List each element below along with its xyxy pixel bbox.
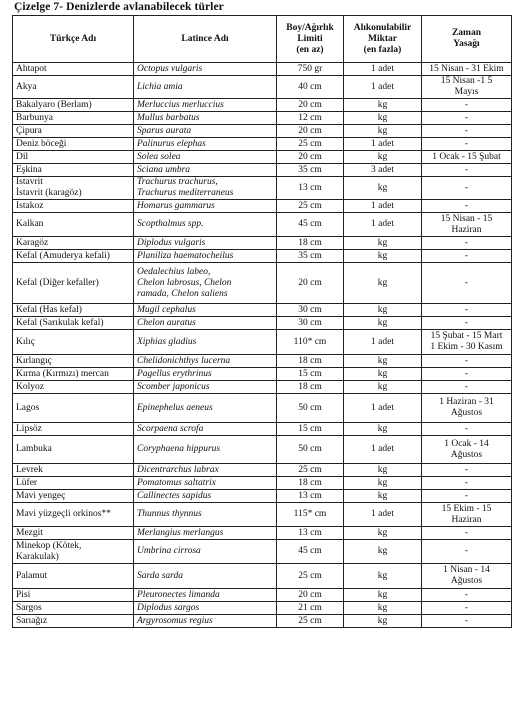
- size-limit-cell: 25 cm: [277, 464, 344, 477]
- size-limit-cell: 750 gr: [277, 63, 344, 76]
- latin-name-cell: Scomber japonicus: [134, 381, 277, 394]
- time-ban-cell: -: [422, 368, 512, 381]
- catch-limit-cell: kg: [344, 237, 422, 250]
- catch-limit-cell: 1 adet: [344, 63, 422, 76]
- table-row: [13, 177, 512, 200]
- table-row: [13, 76, 512, 99]
- latin-name-cell: Sciana umbra: [134, 164, 277, 177]
- catch-limit-cell: kg: [344, 250, 422, 263]
- table-row: [13, 436, 512, 464]
- latin-name-cell: Solea solea: [134, 151, 277, 164]
- time-ban-cell: 15 Ekim - 15 Haziran: [422, 503, 512, 527]
- species-table: [12, 15, 512, 628]
- latin-name-cell: Callinectes sapidus: [134, 490, 277, 503]
- turkish-name-cell: İstavrit İstavrit (karagöz): [13, 177, 134, 200]
- catch-limit-cell: 3 adet: [344, 164, 422, 177]
- size-limit-cell: 18 cm: [277, 381, 344, 394]
- size-limit-cell: 18 cm: [277, 237, 344, 250]
- turkish-name-cell: Lagos: [13, 394, 134, 423]
- table-row: [13, 237, 512, 250]
- header-catch-limit: Alıkonulabilir Miktar (en fazla): [344, 16, 422, 63]
- latin-name-cell: Mullus barbatus: [134, 112, 277, 125]
- size-limit-cell: 50 cm: [277, 394, 344, 423]
- latin-name-cell: Pleuronectes limanda: [134, 589, 277, 602]
- time-ban-cell: 1 Nisan - 14 Ağustos: [422, 564, 512, 589]
- turkish-name-cell: Mavi yengeç: [13, 490, 134, 503]
- latin-name-cell: Merlangius merlangus: [134, 527, 277, 540]
- table-row: [13, 138, 512, 151]
- turkish-name-cell: Kefal (Diğer kefaller): [13, 263, 134, 304]
- table-row: [13, 304, 512, 317]
- time-ban-cell: 15 Nisan -1 5 Mayıs: [422, 76, 512, 99]
- catch-limit-cell: 1 adet: [344, 138, 422, 151]
- catch-limit-cell: 1 adet: [344, 330, 422, 355]
- catch-limit-cell: kg: [344, 602, 422, 615]
- size-limit-cell: 25 cm: [277, 138, 344, 151]
- turkish-name-cell: Levrek: [13, 464, 134, 477]
- catch-limit-cell: kg: [344, 263, 422, 304]
- size-limit-cell: 40 cm: [277, 76, 344, 99]
- header-turkish-name: Türkçe Adı: [13, 16, 134, 63]
- time-ban-cell: -: [422, 304, 512, 317]
- turkish-name-cell: Kefal (Has kefal): [13, 304, 134, 317]
- latin-name-cell: Umbrina cirrosa: [134, 540, 277, 564]
- size-limit-cell: 110* cm: [277, 330, 344, 355]
- turkish-name-cell: Kırma (Kırmızı) mercan: [13, 368, 134, 381]
- size-limit-cell: 13 cm: [277, 177, 344, 200]
- time-ban-cell: 15 Şubat - 15 Mart 1 Ekim - 30 Kasım: [422, 330, 512, 355]
- latin-name-cell: Planiliza haematocheilus: [134, 250, 277, 263]
- turkish-name-cell: Kolyoz: [13, 381, 134, 394]
- time-ban-cell: 1 Haziran - 31 Ağustos: [422, 394, 512, 423]
- catch-limit-cell: kg: [344, 540, 422, 564]
- turkish-name-cell: Sargos: [13, 602, 134, 615]
- turkish-name-cell: Sarıağız: [13, 615, 134, 628]
- size-limit-cell: 45 cm: [277, 540, 344, 564]
- table-row: [13, 490, 512, 503]
- time-ban-cell: -: [422, 527, 512, 540]
- time-ban-cell: -: [422, 250, 512, 263]
- catch-limit-cell: 1 adet: [344, 76, 422, 99]
- size-limit-cell: 35 cm: [277, 164, 344, 177]
- latin-name-cell: Sparus aurata: [134, 125, 277, 138]
- time-ban-cell: -: [422, 125, 512, 138]
- size-limit-cell: 35 cm: [277, 250, 344, 263]
- catch-limit-cell: kg: [344, 477, 422, 490]
- turkish-name-cell: Lipsöz: [13, 423, 134, 436]
- latin-name-cell: Scorpaena scrofa: [134, 423, 277, 436]
- size-limit-cell: 25 cm: [277, 615, 344, 628]
- latin-name-cell: Merluccius merluccius: [134, 99, 277, 112]
- latin-name-cell: Diplodus vulgaris: [134, 237, 277, 250]
- latin-name-cell: Pagellus erythrinus: [134, 368, 277, 381]
- catch-limit-cell: 1 adet: [344, 436, 422, 464]
- size-limit-cell: 12 cm: [277, 112, 344, 125]
- time-ban-cell: -: [422, 602, 512, 615]
- catch-limit-cell: kg: [344, 490, 422, 503]
- size-limit-cell: 15 cm: [277, 368, 344, 381]
- table-row: [13, 615, 512, 628]
- latin-name-cell: Lichia amia: [134, 76, 277, 99]
- table-row: [13, 317, 512, 330]
- turkish-name-cell: Lambuka: [13, 436, 134, 464]
- size-limit-cell: 18 cm: [277, 355, 344, 368]
- catch-limit-cell: kg: [344, 304, 422, 317]
- table-row: [13, 63, 512, 76]
- latin-name-cell: Chelidonichthys lucerna: [134, 355, 277, 368]
- time-ban-cell: -: [422, 200, 512, 213]
- size-limit-cell: 30 cm: [277, 304, 344, 317]
- size-limit-cell: 20 cm: [277, 589, 344, 602]
- turkish-name-cell: Bakalyaro (Berlam): [13, 99, 134, 112]
- latin-name-cell: Homarus gammarus: [134, 200, 277, 213]
- time-ban-cell: -: [422, 112, 512, 125]
- latin-name-cell: Epinephelus aeneus: [134, 394, 277, 423]
- time-ban-cell: -: [422, 355, 512, 368]
- size-limit-cell: 13 cm: [277, 527, 344, 540]
- catch-limit-cell: kg: [344, 464, 422, 477]
- size-limit-cell: 13 cm: [277, 490, 344, 503]
- catch-limit-cell: kg: [344, 423, 422, 436]
- catch-limit-cell: 1 adet: [344, 503, 422, 527]
- size-limit-cell: 30 cm: [277, 317, 344, 330]
- table-row: [13, 503, 512, 527]
- size-limit-cell: 18 cm: [277, 477, 344, 490]
- size-limit-cell: 20 cm: [277, 263, 344, 304]
- catch-limit-cell: kg: [344, 615, 422, 628]
- turkish-name-cell: Kılıç: [13, 330, 134, 355]
- time-ban-cell: -: [422, 237, 512, 250]
- table-row: [13, 263, 512, 304]
- catch-limit-cell: kg: [344, 527, 422, 540]
- time-ban-cell: -: [422, 138, 512, 151]
- table-row: [13, 330, 512, 355]
- size-limit-cell: 25 cm: [277, 564, 344, 589]
- time-ban-cell: -: [422, 317, 512, 330]
- size-limit-cell: 15 cm: [277, 423, 344, 436]
- catch-limit-cell: 1 adet: [344, 213, 422, 237]
- turkish-name-cell: Akya: [13, 76, 134, 99]
- turkish-name-cell: Kırlangıç: [13, 355, 134, 368]
- catch-limit-cell: kg: [344, 589, 422, 602]
- latin-name-cell: Coryphaena hippurus: [134, 436, 277, 464]
- table-row: [13, 151, 512, 164]
- table-row: [13, 250, 512, 263]
- turkish-name-cell: Mavi yüzgeçli orkinos**: [13, 503, 134, 527]
- latin-name-cell: Sarda sarda: [134, 564, 277, 589]
- table-row: [13, 164, 512, 177]
- table-row: [13, 355, 512, 368]
- catch-limit-cell: 1 adet: [344, 200, 422, 213]
- catch-limit-cell: kg: [344, 151, 422, 164]
- time-ban-cell: -: [422, 263, 512, 304]
- table-row: [13, 564, 512, 589]
- turkish-name-cell: Barbunya: [13, 112, 134, 125]
- latin-name-cell: Pomatomus saltatrix: [134, 477, 277, 490]
- table-row: [13, 213, 512, 237]
- turkish-name-cell: Kefal (Sarıkulak kefal): [13, 317, 134, 330]
- latin-name-cell: Dicentrarchus labrax: [134, 464, 277, 477]
- table-row: [13, 589, 512, 602]
- latin-name-cell: Mugil cephalus: [134, 304, 277, 317]
- table-row: [13, 394, 512, 423]
- header-size-limit: Boy/Ağırlık Limiti (en az): [277, 16, 344, 63]
- catch-limit-cell: kg: [344, 112, 422, 125]
- size-limit-cell: 45 cm: [277, 213, 344, 237]
- table-row: [13, 602, 512, 615]
- size-limit-cell: 20 cm: [277, 99, 344, 112]
- table-row: [13, 464, 512, 477]
- latin-name-cell: Octopus vulgaris: [134, 63, 277, 76]
- time-ban-cell: 15 Nisan - 15 Haziran: [422, 213, 512, 237]
- catch-limit-cell: kg: [344, 125, 422, 138]
- latin-name-cell: Thunnus thynnus: [134, 503, 277, 527]
- latin-name-cell: Oedalechius labeo, Chelon labrosus, Chelon ramada, Chelon saliens: [134, 263, 277, 304]
- table-row: [13, 477, 512, 490]
- header-time-ban: Zaman Yasağı: [422, 16, 512, 63]
- latin-name-cell: Argyrosomus regius: [134, 615, 277, 628]
- time-ban-cell: -: [422, 99, 512, 112]
- table-row: [13, 200, 512, 213]
- turkish-name-cell: Lüfer: [13, 477, 134, 490]
- latin-name-cell: Xiphias gladius: [134, 330, 277, 355]
- catch-limit-cell: kg: [344, 177, 422, 200]
- time-ban-cell: -: [422, 589, 512, 602]
- time-ban-cell: -: [422, 490, 512, 503]
- time-ban-cell: 1 Ocak - 15 Şubat: [422, 151, 512, 164]
- table-row: [13, 99, 512, 112]
- catch-limit-cell: kg: [344, 317, 422, 330]
- table-caption: Çizelge 7- Denizlerde avlanabilecek türler: [14, 1, 224, 13]
- header-latin-name: Latince Adı: [134, 16, 277, 63]
- turkish-name-cell: Pisi: [13, 589, 134, 602]
- catch-limit-cell: kg: [344, 381, 422, 394]
- time-ban-cell: -: [422, 177, 512, 200]
- turkish-name-cell: Deniz böceği: [13, 138, 134, 151]
- table-row: [13, 125, 512, 138]
- size-limit-cell: 20 cm: [277, 125, 344, 138]
- size-limit-cell: 25 cm: [277, 200, 344, 213]
- turkish-name-cell: Ahtapot: [13, 63, 134, 76]
- table-row: [13, 527, 512, 540]
- time-ban-cell: 1 Ocak - 14 Ağustos: [422, 436, 512, 464]
- size-limit-cell: 21 cm: [277, 602, 344, 615]
- size-limit-cell: 50 cm: [277, 436, 344, 464]
- latin-name-cell: Diplodus sargos: [134, 602, 277, 615]
- time-ban-cell: -: [422, 423, 512, 436]
- latin-name-cell: Scopthalmus spp.: [134, 213, 277, 237]
- latin-name-cell: Palinurus elephas: [134, 138, 277, 151]
- catch-limit-cell: kg: [344, 99, 422, 112]
- time-ban-cell: -: [422, 164, 512, 177]
- table-row: [13, 381, 512, 394]
- catch-limit-cell: kg: [344, 355, 422, 368]
- turkish-name-cell: Palamut: [13, 564, 134, 589]
- turkish-name-cell: Karagöz: [13, 237, 134, 250]
- latin-name-cell: Trachurus trachurus, Trachurus mediterraneus: [134, 177, 277, 200]
- size-limit-cell: 20 cm: [277, 151, 344, 164]
- table-row: [13, 423, 512, 436]
- header-row: [13, 16, 512, 63]
- turkish-name-cell: Kalkan: [13, 213, 134, 237]
- time-ban-cell: 15 Nisan - 31 Ekim: [422, 63, 512, 76]
- latin-name-cell: Chelon auratus: [134, 317, 277, 330]
- time-ban-cell: -: [422, 381, 512, 394]
- table-row: [13, 112, 512, 125]
- turkish-name-cell: Dil: [13, 151, 134, 164]
- turkish-name-cell: Minekop (Kötek, Karakulak): [13, 540, 134, 564]
- table-row: [13, 540, 512, 564]
- table-body: [13, 63, 512, 628]
- turkish-name-cell: Istakoz: [13, 200, 134, 213]
- time-ban-cell: -: [422, 615, 512, 628]
- turkish-name-cell: Eşkina: [13, 164, 134, 177]
- time-ban-cell: -: [422, 464, 512, 477]
- time-ban-cell: -: [422, 540, 512, 564]
- size-limit-cell: 115* cm: [277, 503, 344, 527]
- catch-limit-cell: 1 adet: [344, 394, 422, 423]
- turkish-name-cell: Kefal (Amuderya kefali): [13, 250, 134, 263]
- catch-limit-cell: kg: [344, 368, 422, 381]
- turkish-name-cell: Mezgit: [13, 527, 134, 540]
- turkish-name-cell: Çipura: [13, 125, 134, 138]
- time-ban-cell: -: [422, 477, 512, 490]
- table-row: [13, 368, 512, 381]
- catch-limit-cell: kg: [344, 564, 422, 589]
